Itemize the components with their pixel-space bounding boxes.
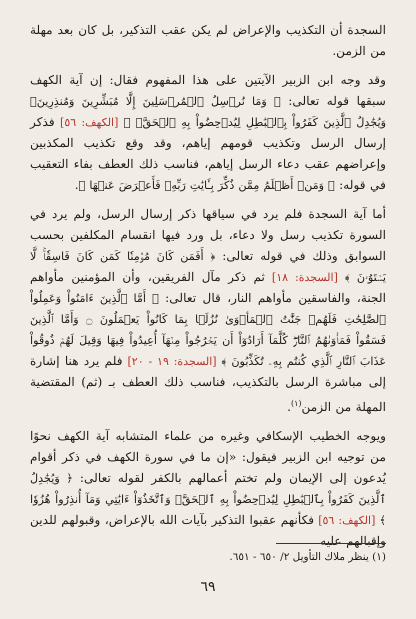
body-text: فلم يرد هنا إشارة إلى مباشرة الرسل بالتكذيب، فناسب ذلك العطف بـ (ثم) المقتضية المهلة من الزمن (30, 354, 386, 415)
body-text: فكأنهم عقبوا التذكير بآيات الله بالإعراض، وقبولهم للدين وإقبالهم عليه (30, 513, 386, 549)
body-text: . (287, 400, 291, 415)
verse-reference: [الكهف: ٥٦] (54, 116, 124, 129)
verse-reference: [السجدة: ١٨] (264, 271, 345, 284)
page-body (30, 20, 386, 552)
footnote-marker: (١) (290, 399, 302, 408)
quran-verse: ﴿ وَمَنۡ أَظۡلَمُ مِمَّن ذُكِّرَ بِـَٔايَٰتِ رَبِّهِۦ فَأَعۡرَضَ عَنۡهَا ﴾ (78, 179, 335, 192)
verse-reference: [الكهف: ٥٦] (314, 514, 380, 528)
body-text: ثم ذكر مآل الفريقين، وأن المؤمنين مأواهم الجنة، والفاسقين مأواهم النار، قال تعالى: (30, 270, 386, 305)
quran-verse: ﴿ وَمَا نُرۡسِلُ ٱلۡمُرۡسَلِينَ إِلَّا مُبَشِّرِينَ وَمُنذِرِينَۚ وَيُجَٰدِلُ ٱلَّذِينَ كَفَرُواْ بِٱلۡبَٰطِلِ لِيُدۡحِضُواْ بِهِ ٱلۡحَقَّۖ ﴾ (30, 95, 386, 129)
body-text: أما آية السجدة فلم يرد في سياقها ذكر إرسال الرسل، ولم يرد في السورة تكذيب رسل ولا دعاء، بل ورد فيها انقسام المكلفين بحسب السوابق وذلك في قوله تعالى: (30, 207, 386, 263)
body-text: ويوجه الخطيب الإسكافي وغيره من علماء المتشابه آية الكهف نحوًا من توجيه ابن الزبير فيقول: «إن ما في سورة الكهف في ذكر أقوام يُدعون إلى الإيمان ولم تختم أعمالهم بالكفر لقوله تعالى: (30, 429, 386, 486)
footnote-divider (276, 543, 386, 544)
quran-verse: ﴿ وَيُجَٰدِلُ ٱلَّذِينَ كَفَرُواْ بِٱلۡبَٰطِلِ لِيُدۡحِضُواْ بِهِ ٱلۡحَقَّۖ وَٱتَّخَذُوٓاْ ءَايَٰتِي وَمَآ أُنذِرُواْ هُزُوٗا ﴾ (30, 472, 386, 528)
page-number: ٦٩ (200, 579, 216, 595)
footnote: (١) ينظر ملاك التأويل ٢/ ٦٥٠ - ٦٥١. (229, 551, 386, 563)
body-text: السجدة أن التكذيب والإعراض لم يكن عقب التذكير، بل كان بعد مهلة من الزمن. (30, 23, 386, 58)
quran-verse: ﴿ أَفَمَن كَانَ مُؤۡمِنٗا كَمَن كَانَ فَاسِقٗاۚ لَّا يَسۡتَوُۥنَ ﴾ (30, 250, 386, 284)
body-text: وقد وجه ابن الزبير الآيتين على هذا المفهوم فقال: إن آية الكهف سبقها قوله تعالى: (30, 73, 386, 108)
verse-reference: [السجدة: ١٩ - ٢٠] (122, 355, 222, 368)
paragraph (30, 70, 386, 196)
body-text: . (74, 178, 79, 192)
paragraph (30, 204, 386, 418)
paragraph (30, 426, 386, 552)
quran-verse: ﴿ أَمَّا ٱلَّذِينَ ءَامَنُواْ وَعَمِلُواْ ٱلصَّٰلِحَٰتِ فَلَهُمۡ جَنَّٰتُ ٱلۡمَأۡوَىٰ نُزُلَۢا بِمَا كَانُواْ يَعۡمَلُونَ ۝ وَأَمَّا ٱلَّذِينَ فَسَقُواْ فَمَأۡوَىٰهُمُ ٱلنَّارُۖ كُلَّمَآ أَرَادُوٓاْ أَن يَخۡرُجُواْ مِنۡهَآ أُعِيدُواْ فِيهَا وَقِيلَ لَهُمۡ ذُوقُواْ عَذَابَ ٱلنَّارِ ٱلَّذِي كُنتُم بِهِۦ تُكَذِّبُونَ ﴾ (30, 292, 387, 368)
body-text: فذكر إرسال الرسل وتكذيب قومهم إياهم، وقد وقع تكذيب المكذبين وإعراضهم عقب دعاء الرسل إياهم، فناسب ذلك العطف بفاء التعقيب في قوله: (30, 115, 386, 192)
paragraph (30, 20, 386, 62)
